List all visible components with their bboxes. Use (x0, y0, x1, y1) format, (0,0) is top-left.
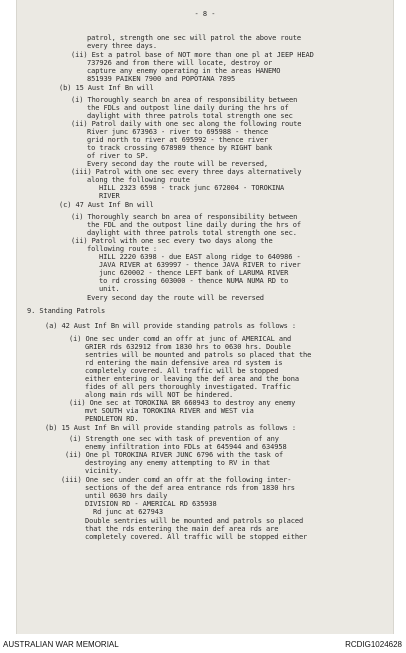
text-line: junc 620002 - thence LEFT bank of LARUMA RIVER (99, 269, 289, 277)
text-line: Rd junc at 627943 (93, 508, 163, 516)
text-line: HILL 2323 6598 - track junc 672004 - TOROKINA (99, 184, 285, 192)
page-number: - 8 - (194, 10, 216, 18)
text-line: following route : (87, 245, 157, 253)
archive-reference: RCDIG1024628 (345, 640, 402, 649)
text-line: River junc 673963 - river to 695988 - thence (87, 128, 269, 136)
text-line: Every second day the route will be reversed, (87, 160, 269, 168)
text-line: (a) 42 Aust Inf Bn will provide standing patrols as follows : (45, 322, 296, 330)
text-line: to track crossing 678989 thence by RIGHT bank (87, 144, 273, 152)
text-line: that the rds entering the main def area rds are (85, 525, 279, 533)
text-line: fides of all pers thoroughly investigated. Traffic (85, 383, 291, 391)
text-line: completely covered. All traffic will be stopped (85, 367, 279, 375)
text-line: 9. Standing Patrols (27, 307, 106, 315)
document-page (16, 0, 394, 634)
text-line: along main rds will NOT be hindered. (85, 391, 234, 399)
text-line: RIVER (99, 192, 120, 200)
text-line: (i) One sec under comd an offr at junc of AMERICAL and (69, 335, 292, 343)
text-line: (iii) Patrol with one sec every three days alternatively (71, 168, 302, 176)
text-line: (i) Thoroughly search bn area of responsibility between (71, 213, 298, 221)
text-line: the FDLs and outpost line daily during the hrs of (87, 104, 289, 112)
text-line: DIVISION RD - AMERICAL RD 635938 (85, 500, 217, 508)
text-line: the FDL and the outpost line daily during the hrs of (87, 221, 301, 229)
text-line: capture any enemy operating in the areas HANEMO (87, 67, 281, 75)
text-line: daylight with three patrols total strength one sec (87, 112, 293, 120)
text-line: Double sentries will be mounted and patrols so placed (85, 517, 304, 525)
text-line: of river to SP. (87, 152, 149, 160)
archive-name: AUSTRALIAN WAR MEMORIAL (3, 640, 119, 649)
text-line: destroying any enemy attempting to RV in that (85, 459, 271, 467)
text-line: mvt SOUTH via TOROKINA RIVER and WEST via (85, 407, 254, 415)
text-line: along the following route (87, 176, 190, 184)
text-line: 851939 PAIKEN 7900 and POPOTANA 7895 (87, 75, 236, 83)
text-line: completely covered. All traffic will be stopped either (85, 533, 308, 541)
text-line: to rd crossing 603000 - thence NUMA NUMA RD to (99, 277, 289, 285)
text-line: (b) 15 Aust Inf Bn will (59, 84, 154, 92)
text-line: JAVA RIVER at 639997 - thence JAVA RIVER to river (99, 261, 301, 269)
text-line: (i) Thoroughly search bn area of responsibility between (71, 96, 298, 104)
text-line: (ii) Patrol daily with one sec along the following route (71, 120, 302, 128)
text-line: every three days. (87, 42, 157, 50)
text-line: (ii) One sec at TOROKINA BR 660943 to destroy any enemy (69, 399, 296, 407)
text-line: HILL 2220 6398 - due EAST along ridge to 640986 - (99, 253, 301, 261)
text-line: sentries will be mounted and patrols so placed that the (85, 351, 312, 359)
text-line: (i) Strength one sec with task of prevention of any (69, 435, 279, 443)
text-line: GRIER rds 632912 from 1830 hrs to 0630 hrs. Double (85, 343, 291, 351)
text-line: vicinity. (85, 467, 123, 475)
text-line: rd entering the main defensive area rd system is (85, 359, 283, 367)
text-line: (ii) One pl TOROKINA RIVER JUNC 6796 with the task of (65, 451, 284, 459)
text-line: daylight with three patrols total strength one sec. (87, 229, 297, 237)
text-line: patrol, strength one sec will patrol the above route (87, 34, 301, 42)
text-line: Every second day the route will be reversed (87, 294, 264, 302)
text-line: (b) 15 Aust Inf Bn will provide standing patrols as follows : (45, 424, 296, 432)
archive-footer (0, 634, 406, 653)
text-line: 737926 and from there will locate, destroy or (87, 59, 273, 67)
text-line: either entering or leaving the def area and the bona (85, 375, 299, 383)
text-line: sections of the def area entrance rds from 1830 hrs (85, 484, 295, 492)
text-line: enemy infiltration into FDLs at 645944 and 634958 (85, 443, 287, 451)
text-line: (c) 47 Aust Inf Bn will (59, 201, 154, 209)
text-line: until 0630 hrs daily (85, 492, 168, 500)
text-line: grid north to river at 695992 - thence river (87, 136, 269, 144)
text-line: unit. (99, 285, 120, 293)
text-line: PENDLETON RD. (85, 415, 139, 423)
text-line: (iii) One sec under comd an offr at the following inter- (61, 476, 292, 484)
text-line: (ii) Patrol with one sec every two days along the (71, 237, 273, 245)
text-line: (ii) Est a patrol base of NOT more than one pl at JEEP HEAD (71, 51, 314, 59)
